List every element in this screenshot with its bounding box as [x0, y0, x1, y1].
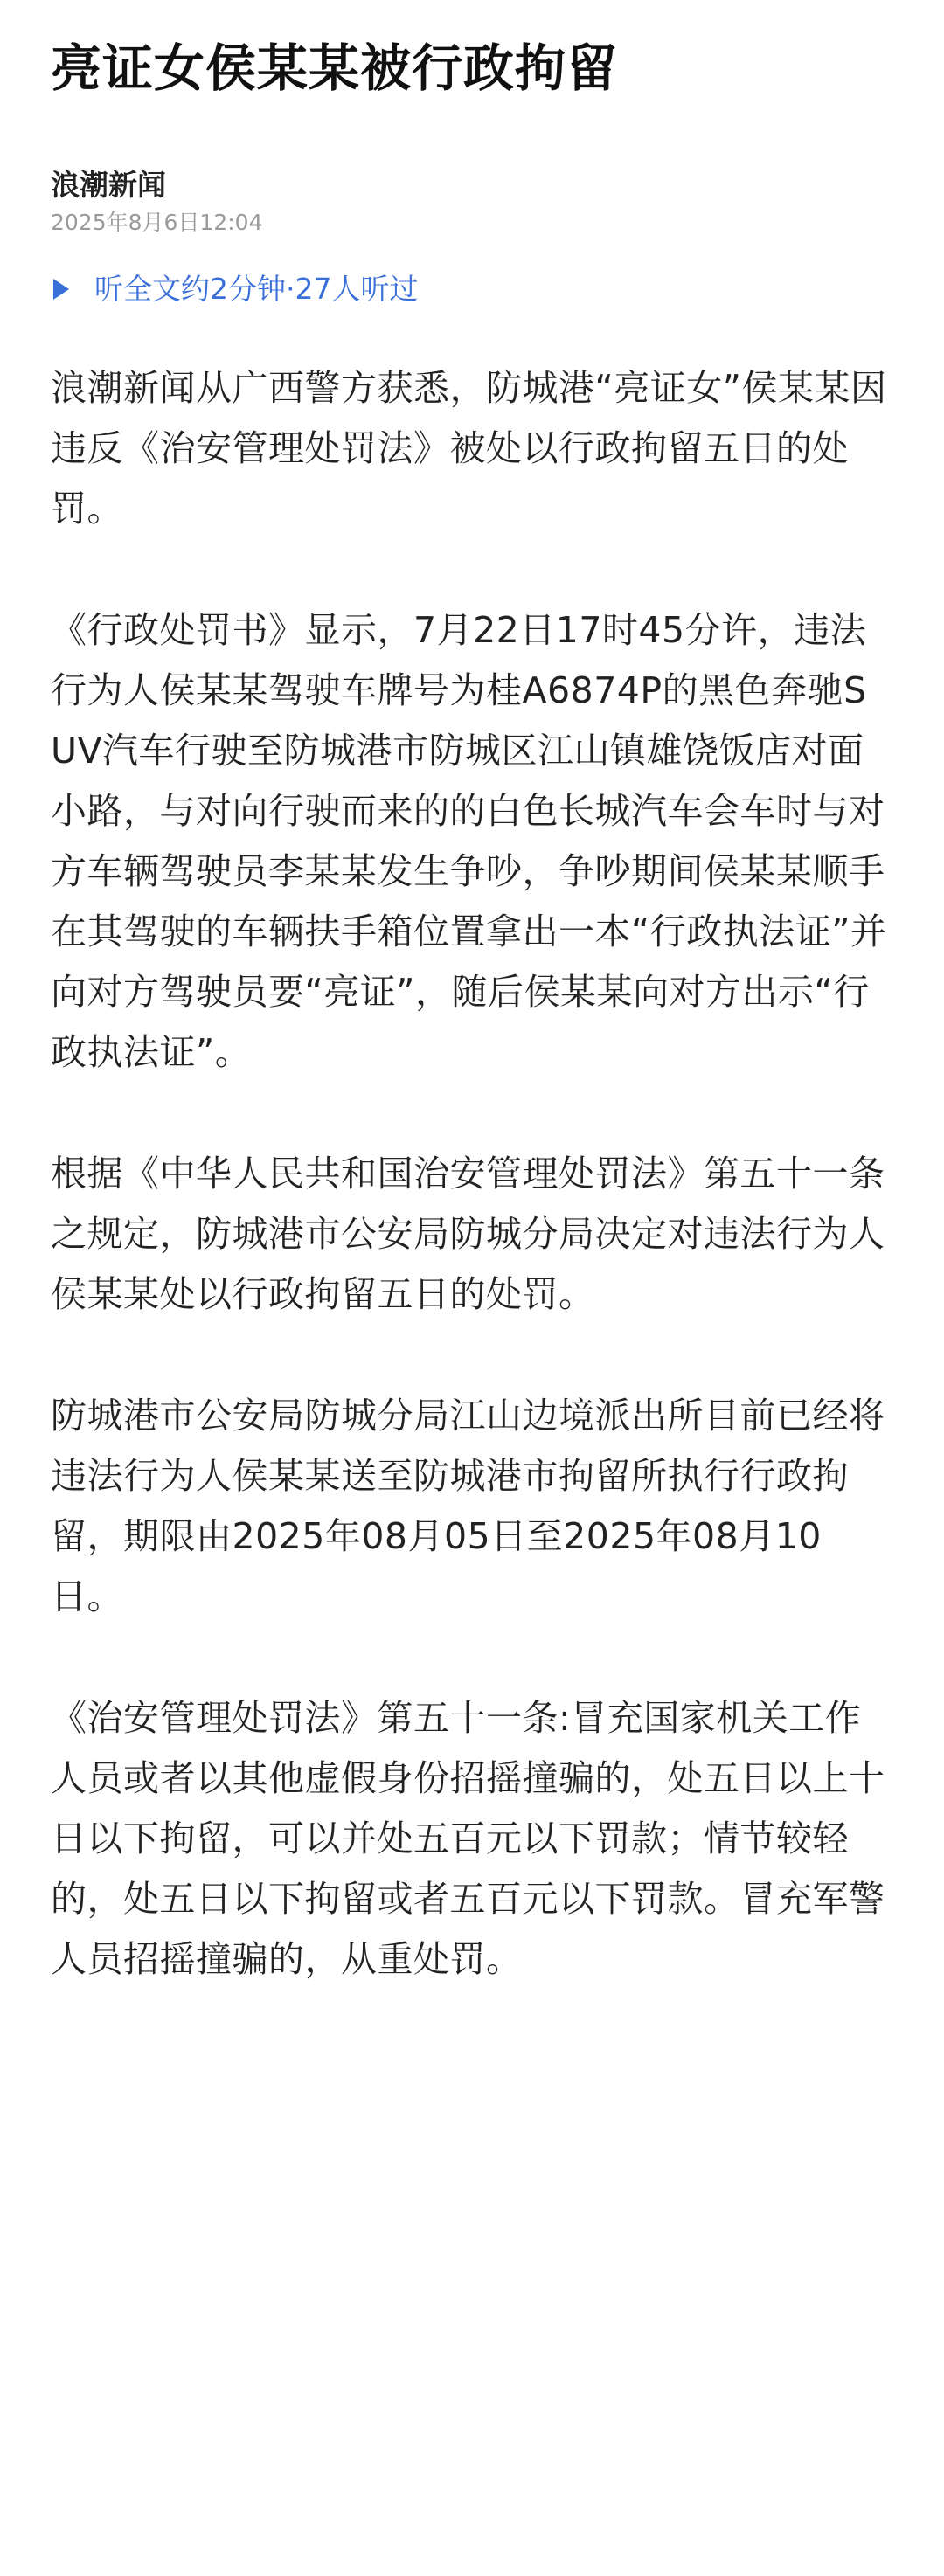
- article-paragraph: 《治安管理处罚法》第五十一条:冒充国家机关工作人员或者以其他虚假身份招摇撞骗的，处五日以上十日以下拘留，可以并处五百元以下罚款；情节较轻的，处五日以下拘留或者五百元以下罚款。冒充军警人员招摇撞骗的，从重处罚。: [51, 1697, 885, 1980]
- listen-audio-button[interactable]: [51, 267, 893, 311]
- listen-audio-label: 听全文约2分钟·27人听过: [94, 272, 419, 306]
- publish-date: 2025年8月6日12:04: [51, 210, 263, 235]
- article-paragraph: 浪潮新闻从广西警方获悉，防城港“亮证女”侯某某因违反《治安管理处罚法》被处以行政拘留五日的处罚。: [51, 367, 887, 530]
- article-paragraph: 《行政处罚书》显示，7月22日17时45分许，违法行为人侯某某驾驶车牌号为桂A6874P的黑色奔驰SUV汽车行驶至防城港市防城区江山镇雄饶饭店对面小路，与对向行驶而来的的白色长城汽车会车时与对方车辆驾驶员李某某发生争吵，争吵期间侯某某顺手在其驾驶的车辆扶手箱位置拿出一本“行政执法证”并向对方驾驶员要“亮证”，随后侯某某向对方出示“行政执法证”。: [51, 609, 887, 1073]
- article-body: [51, 358, 893, 1990]
- article-paragraph: 根据《中华人民共和国治安管理处罚法》第五十一条之规定，防城港市公安局防城分局决定对违法行为人侯某某处以行政拘留五日的处罚。: [51, 1153, 885, 1315]
- article-paragraph: 防城港市公安局防城分局江山边境派出所目前已经将违法行为人侯某某送至防城港市拘留所执行行政拘留，期限由2025年08月05日至2025年08月10日。: [51, 1395, 885, 1617]
- article-title: 亮证女侯某某被行政拘留: [51, 38, 619, 98]
- article-source[interactable]: 浪潮新闻: [51, 168, 166, 202]
- play-icon: [51, 276, 75, 302]
